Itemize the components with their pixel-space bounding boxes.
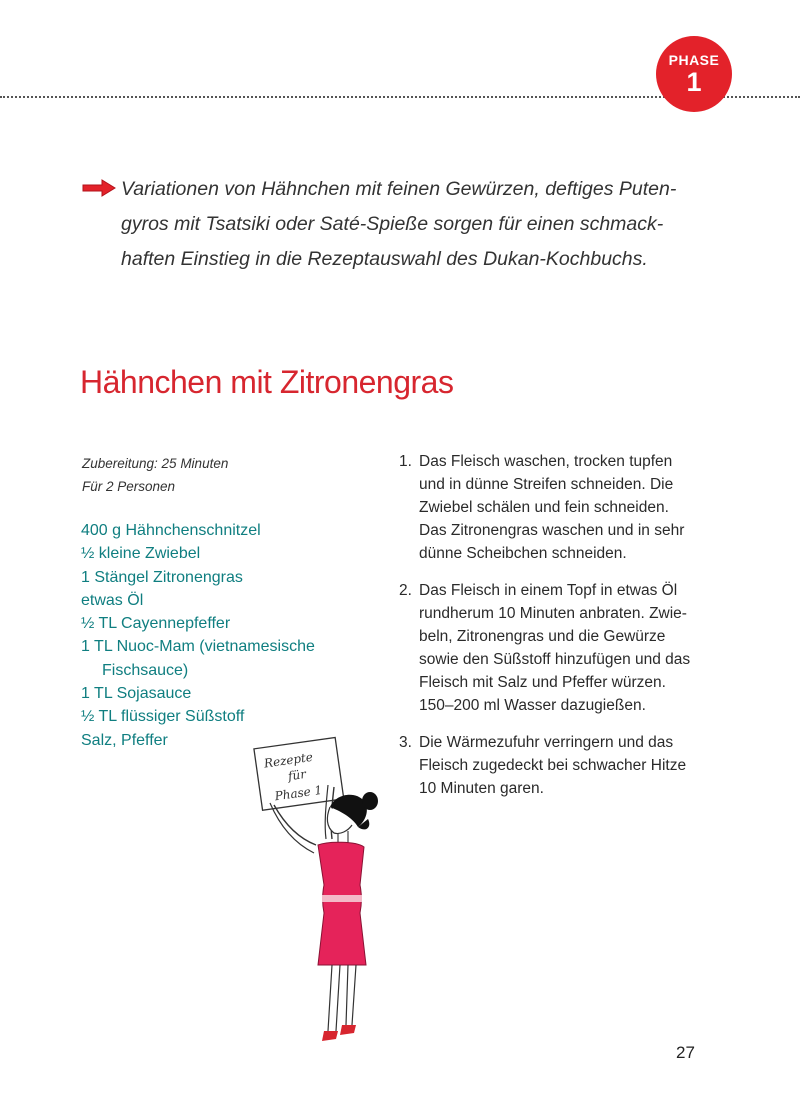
ingredient-item: ½ kleine Zwiebel (81, 545, 201, 563)
step-line: 10 Minuten garen. (419, 780, 544, 797)
phase-number: 1 (686, 67, 702, 97)
page-number: 27 (676, 1043, 695, 1062)
intro-line: Variationen von Hähnchen mit feinen Gewürzen, deftiges Puten- (121, 178, 677, 200)
sign-board (254, 737, 344, 810)
dress (318, 842, 366, 965)
step-line: Fleisch zugedeckt bei schwacher Hitze (419, 757, 687, 774)
method-step (396, 450, 690, 565)
phase-label: PHASE (668, 52, 720, 68)
ingredient-item: 1 Stängel Zitronengras (81, 568, 243, 586)
step-line: 150–200 ml Wasser dazugießen. (419, 697, 646, 714)
step-line: rundherum 10 Minuten anbraten. Zwie- (419, 605, 687, 622)
step-line: und in dünne Streifen schneiden. Die (419, 476, 674, 493)
step-number: 3. (399, 734, 412, 751)
prep-time: Zubereitung: 25 Minuten (82, 456, 229, 471)
sign-line: Phase 1 (273, 782, 323, 804)
sign-line: für (287, 766, 307, 784)
step-number: 1. (399, 453, 412, 470)
step-line: Die Wärmezufuhr verringern und das (419, 734, 674, 751)
ingredient-list (81, 519, 315, 752)
method-steps (396, 450, 690, 814)
servings: Für 2 Personen (82, 479, 176, 494)
step-line: dünne Scheibchen schneiden. (419, 545, 627, 562)
ingredient-item: 1 TL Sojasauce (81, 685, 192, 703)
step-line: Fleisch mit Salz und Pfeffer würzen. (419, 674, 666, 691)
step-line: Das Zitronengras waschen und in sehr (419, 522, 685, 539)
step-line: Das Fleisch in einem Topf in etwas Öl (419, 582, 678, 599)
ingredient-item: Salz, Pfeffer (81, 731, 168, 749)
step-line: beln, Zitronengras und die Gewürze (419, 628, 666, 645)
recipe-meta (82, 452, 228, 498)
sign-line: Rezepte (263, 749, 314, 771)
arrow-right-icon (82, 179, 116, 197)
woman-with-sign-illustration (248, 735, 408, 1055)
recipe-title: Hähnchen mit Zitronengras (80, 364, 454, 400)
phase-badge (656, 36, 732, 112)
step-number: 2. (399, 582, 412, 599)
ingredient-item: 400 g Hähnchenschnitzel (81, 522, 261, 539)
step-line: Zwiebel schälen und fein schneiden. (419, 499, 669, 516)
step-line: Das Fleisch waschen, trocken tupfen (419, 453, 673, 470)
intro-line: haften Einstieg in die Rezeptauswahl des Dukan-Kochbuchs. (121, 248, 648, 270)
method-step (396, 579, 690, 717)
ingredient-item: Fischsauce) (102, 661, 189, 679)
ingredient-item: etwas Öl (81, 591, 144, 609)
method-step (396, 731, 690, 800)
ingredient-item: ½ TL Cayennepfeffer (81, 615, 231, 633)
ingredient-item: 1 TL Nuoc-Mam (vietnamesische (81, 638, 315, 656)
intro-text (121, 172, 711, 277)
ingredient-item: ½ TL flüssiger Süßstoff (81, 708, 245, 726)
step-line: sowie den Süßstoff hinzufügen und das (419, 651, 691, 668)
intro-line: gyros mit Tsatsiki oder Saté-Spieße sorgen für einen schmack- (121, 213, 664, 235)
